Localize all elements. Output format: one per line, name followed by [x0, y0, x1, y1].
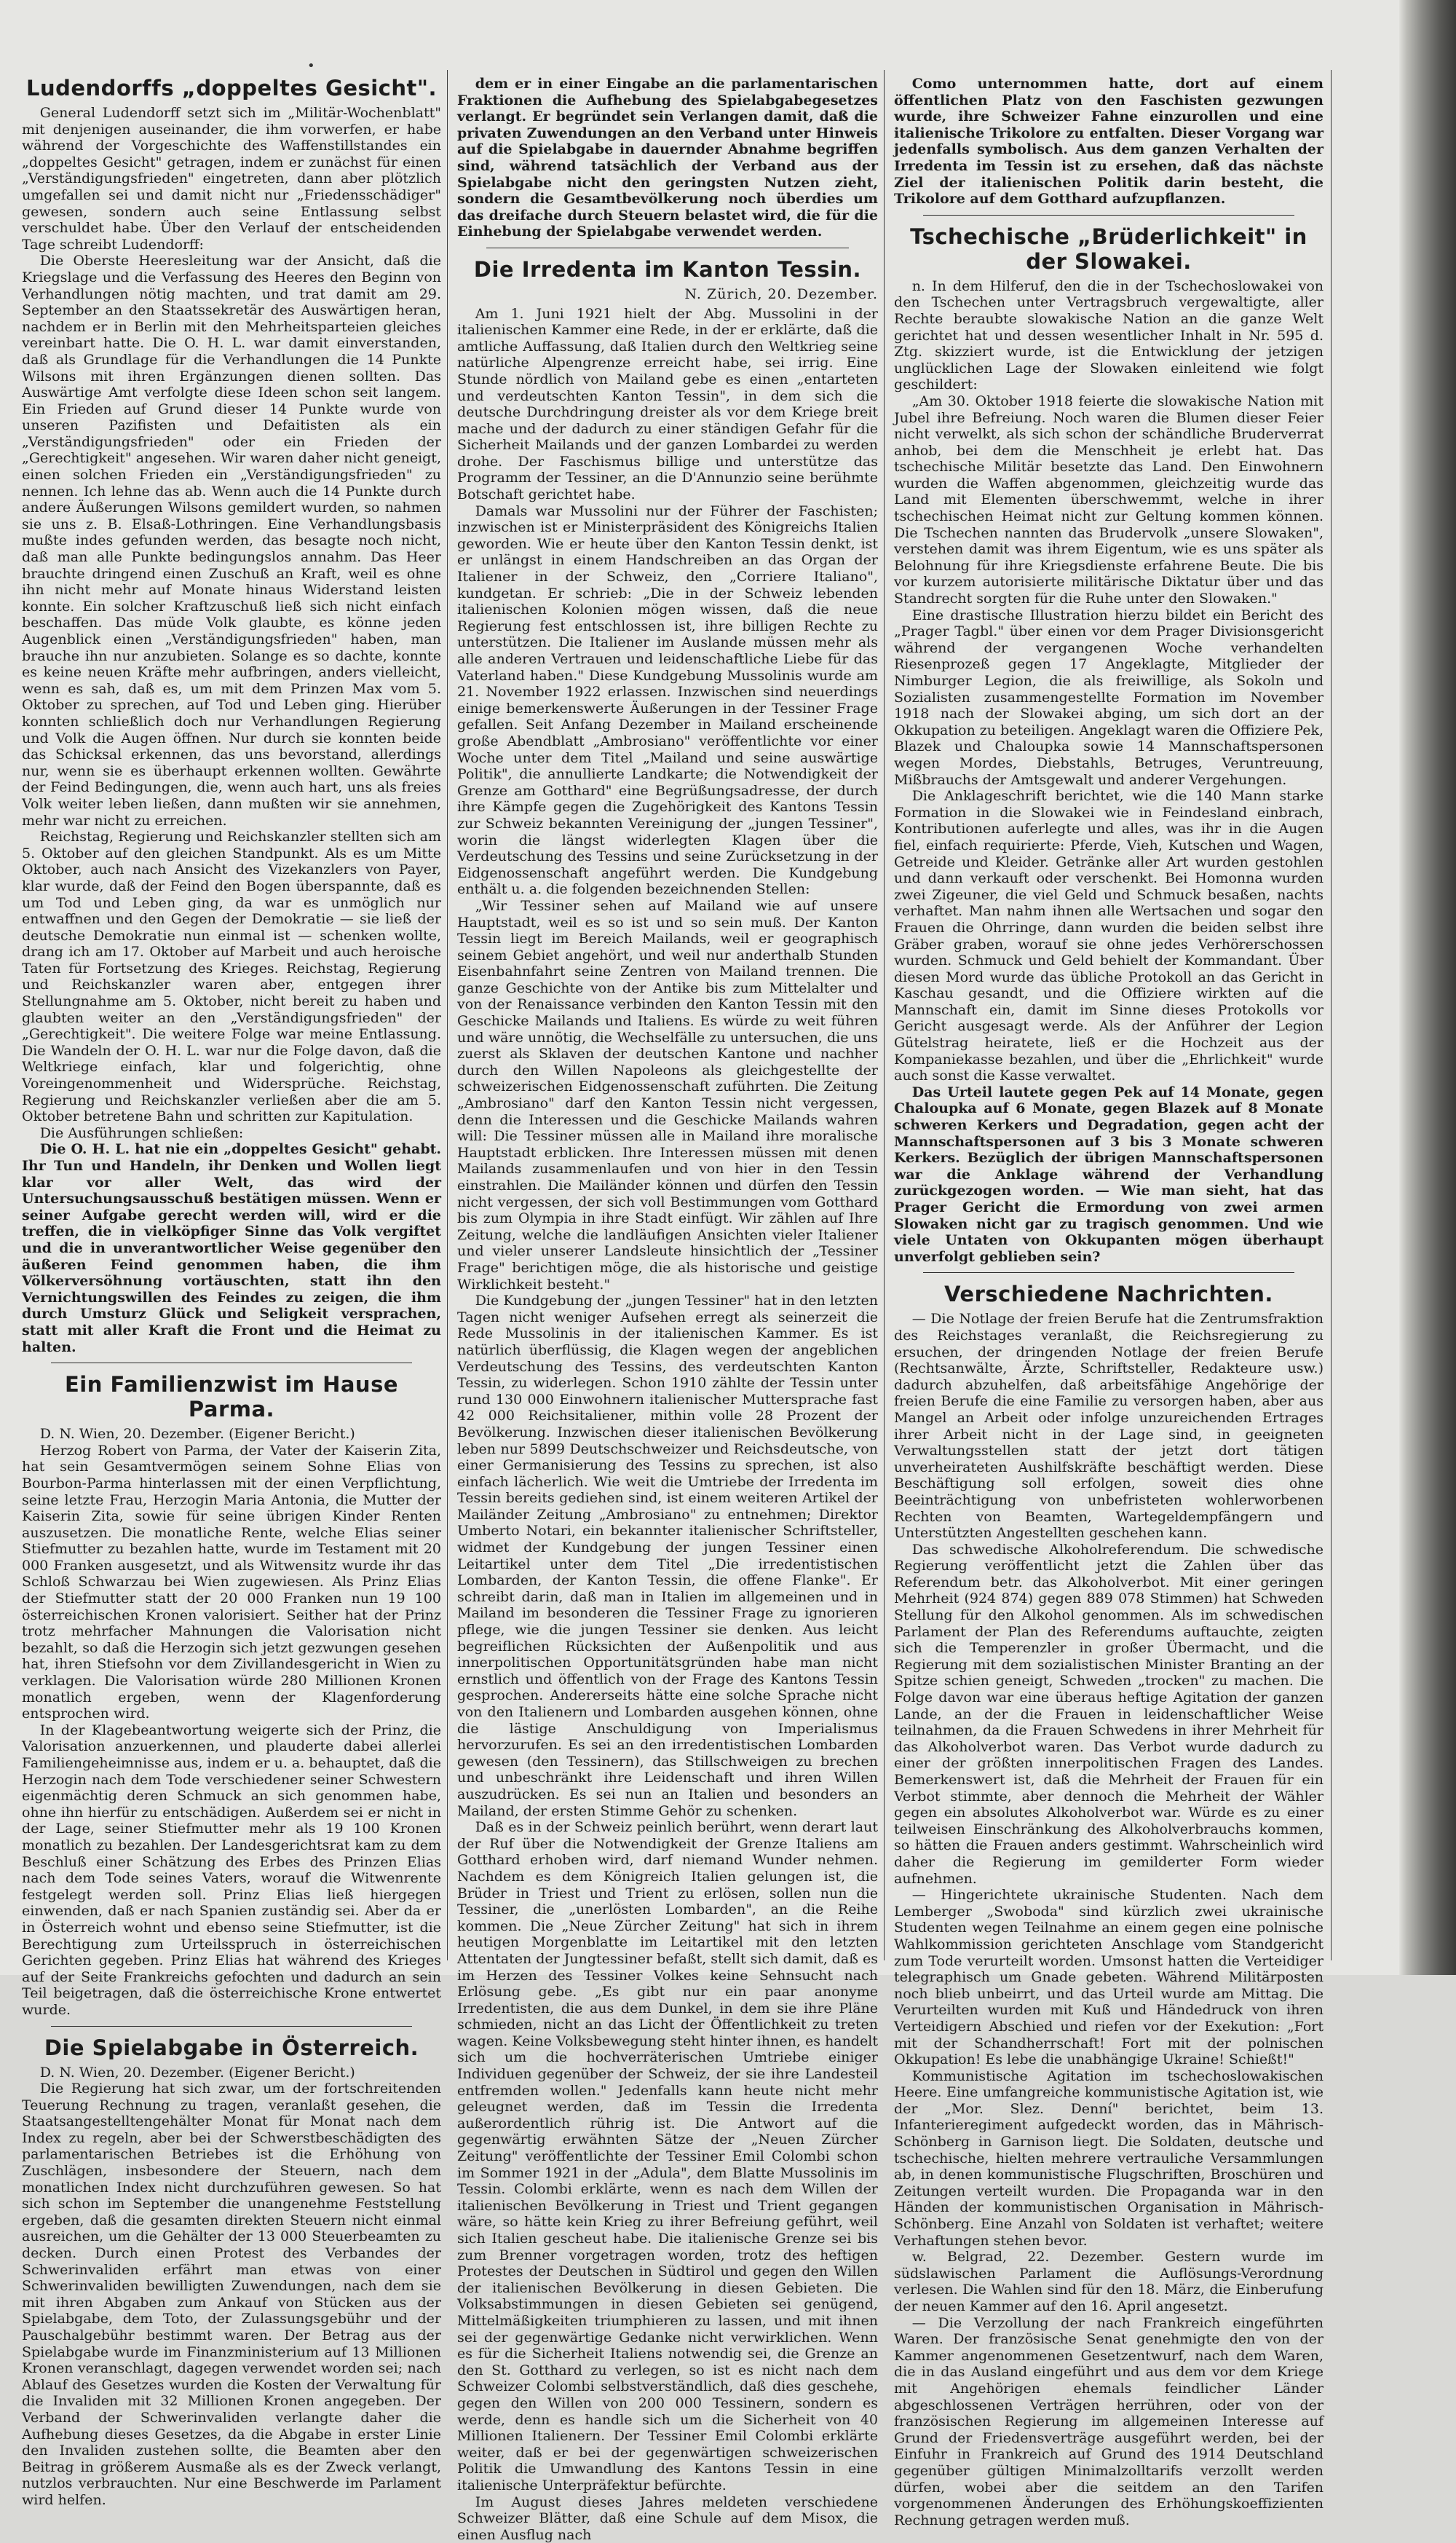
paragraph: Damals war Mussolini nur der Führer der Faschisten; inzwischen ist er Ministerpräsident des Königreichs Italien geworden. Wie er heute über den Kanton Tessin denkt, ist er unlängst in einem Handschreiben an das Organ der Italiener in der Schweiz, den „Corriere Italiano", kundgetan. Er schrieb: „Die in der Schweiz lebenden italienischen Kolonien mögen wissen, daß die neue Regierung fest entschlossen ist, ihre billigen Rechte zu unterstützen. Die Italiener im Auslande müssen mehr als alle anderen Vertrauen und leidenschaftliche Liebe für das Vaterland haben." Diese Kundgebung Mussolinis wurde am 21. November 1922 erlassen. Inzwischen sind neuerdings einige bemerkenswerte Äußerungen in der Tessiner Frage gefallen. Seit Anfang Dezember in Mailand erscheinende große Abendblatt „Ambrosiano" veröffentlichte vor einer Woche unter dem Titel „Mailand und seine auswärtige Politik", die annullierte Landkarte; die Notwendigkeit der Grenze am Gotthard" eine Begrüßungsadresse, der durch ihre Kämpfe gegen die Zugehörigkeit des Kantons Tessin zur Schweiz bekannten Vereinigung der „jungen Tessiner", worin die längst widerlegten Klagen über die Verdeutschung des Tessins und seine Zurücksetzung in der Eidgenossenschaft angeführt werden. Die Kundgebung enthält u. a. die folgenden bezeichnenden Stellen:: [457, 503, 878, 898]
paragraph: Die Oberste Heeresleitung war der Ansicht, daß die Kriegslage und die Verfassung des Heeres den Beginn von Verhandlungen nötig machten, und trat damit am 29. September an den Staatssekretär des Auswärtigen heran, nachdem er in Berlin mit den Mehrheitsparteien gleiches vereinbart hatte. Die O. H. L. war damit einverstanden, daß als Grundlage für die Verhandlungen die 14 Punkte Wilsons mit ihren Ergänzungen dienen sollten. Das Auswärtige Amt verfolgte diese Ideen schon seit langem. Ein Frieden auf Grund dieser 14 Punkte wurde von unseren Pazifisten und Defaitisten als ein „Verständigungsfrieden" oder ein Frieden der „Gerechtigkeit" angesehen. Wir waren daher nicht geneigt, einen solchen Frieden ein „Verständigungsfrieden" zu nennen. Ich lehne das ab. Wenn auch die 14 Punkte durch andere Äußerungen Wilsons gemildert wurden, so nahmen sie uns z. B. Elsaß-Lothringen. Eine Verhandlungsbasis mußte indes gefunden werden, das besagte noch nicht, daß man alle Punkte bedingungslos annahm. Das Heer brauchte dringend einen Zuschuß an Kraft, weil es ohne ihn nicht mehr auf Monate hinaus Widerstand leisten konnte. Ein solcher Kraftzuschuß ließ sich nicht einfach beschaffen. Das müde Volk glaubte, es könne jeden Augenblick einen „Verständigungsfrieden" haben, man brauche ihn nur anzubieten. Solange es so dachte, konnte es keine neuen Kräfte mehr aufbringen, anders vielleicht, wenn es sah, daß es, um mit dem Prinzen Max vom 5. Oktober zu sprechen, auf Tod und Leben ging. Hierüber konnten schließlich doch nur Verhandlungen Regierung und Volk die Augen öffnen. Nur durch sie konnten beide das Schicksal erkennen, das uns bevorstand, allerdings nur, wenn sie es überhaupt erkennen wollten. Gewährte der Feind Bedingungen, die, wenn auch hart, uns als freies Volk weiter leben ließen, dann mußten wir sie annehmen, mehr war nicht zu erreichen.: [22, 253, 441, 829]
paragraph: In der Klagebeantwortung weigerte sich der Prinz, die Valorisation anzuerkennen, und plauderte dabei allerlei Familiengeheimnisse aus, indem er u. a. behauptet, daß die Herzogin nach dem Tode verschiedener seiner Schwestern eigenmächtig deren Schmuck an sich genommen habe, ohne ihn hierfür zu entschädigen. Außerdem sei er nicht in der Lage, seiner Stiefmutter mehr als 19 100 Kronen monatlich zu bezahlen. Der Landesgerichtsrat kam zu dem Beschluß einer Schätzung des Erbes des Prinzen Elias nach dem Tode seines Vaters, worauf die Witwenrente festgelegt werden soll. Prinz Elias ließ hiergegen einwenden, daß er nach Spanien zuständig sei. Aber da er in Österreich wohnt und ebenso seine Stiefmutter, ist die Berechtigung zum Urteilsspruch in österreichischen Gerichten gegeben. Prinz Elias hat während des Krieges auf der Seite Frankreichs gefochten und dadurch an sein Teil beigetragen, daß die österreichische Krone entwertet wurde.: [22, 1722, 441, 2019]
print-mark: •: [307, 58, 315, 74]
column-1: [22, 73, 441, 1960]
headline-divider: [51, 2026, 412, 2027]
paragraph: Die Kundgebung der „jungen Tessiner" hat in den letzten Tagen nicht weniger Aufsehen erregt als seinerzeit die Rede Mussolinis in der italienischen Kammer. Es ist natürlich überflüssig, die Klagen wegen der angeblichen Verdeutschung des Tessins, des verdeutschten Kanton Tessin, zu widerlegen. Schon 1910 zählte der Tessin unter rund 130 000 Einwohnern italienischer Muttersprache fast 42 000 Reichsitaliener, mithin volle 28 Prozent der Bevölkerung. Inzwischen dieser italienischen Bevölkerung leben nur 5899 Deutschschweizer und Reichsdeutsche, von einer Germanisierung des Tessins zu sprechen, ist also einfach lächerlich. Wie weit die Umtriebe der Irredenta im Tessin bereits gediehen sind, ist einem weiteren Artikel der Mailänder Zeitung „Ambrosiano" zu entnehmen; Direktor Umberto Notari, ein bekannter italienischer Schriftsteller, widmet der Kundgebung der jungen Tessiner einen Leitartikel unter dem Titel „Die irredentistischen Lombarden, der Kanton Tessin, die offene Flanke". Er schreibt darin, daß man in Italien im allgemeinen und in Mailand im besonderen die Tessiner Frage zu ignorieren pflege, wie die jungen Tessiner sie denken. Aus leicht begreiflichen Rücksichten der Außenpolitik und aus innerpolitischen Opportunitätsgründen habe man nicht ernstlich und öffentlich von der Frage des Kantons Tessin gesprochen. Andererseits hätte eine solche Sprache nicht von den Italienern und Lombarden ausgehen können, ohne die lästige Anschuldigung von Imperialismus hervorzurufen. Es sei an den irredentistischen Lombarden gewesen (den Tessinern), das Stillschweigen zu brechen und unbeschränkt ihre Leidenschaft und ihren Willen auszudrücken. Es sei nun an Italien und besonders an Mailand, der ersten Stimme Gehör zu schenken.: [457, 1293, 878, 1819]
column-rule-3: [1331, 70, 1332, 1960]
book-binding-edge: [1399, 0, 1456, 1975]
paragraph: „Am 30. Oktober 1918 feierte die slowakische Nation mit Jubel ihre Befreiung. Noch waren die Blumen dieser Feier nicht verwelkt, als sich schon der schändliche Bruderverrat anhob, bei dem die Menschheit je erlebt hat. Das tschechische Militär besetzte das Land. Den Einwohnern wurden die Waffen abgenommen, gleichzeitig wurde das Land mit Elementen überschwemmt, welche in ihrer tschechischen Heimat nicht zur Geltung kommen können. Die Tschechen nannten das Brudervolk „unsere Slowaken", verstehen damit was ihrem Eigentum, wie es uns später als Belohnung für ihre Kriegsdienste erfahrene Beute. Die bis vor kurzem autorisierte militärische Diktatur über und das Standrecht sorgten für die Ruhe unter den Slowaken.": [894, 393, 1324, 607]
headline-divider: [923, 1272, 1294, 1273]
paragraph: Im August dieses Jahres meldeten verschiedene Schweizer Blätter, daß eine Schule auf dem Misox, die einen Ausflug nach: [457, 2494, 878, 2543]
column-2: [457, 76, 878, 1960]
paragraph: Eine drastische Illustration hierzu bildet ein Bericht des „Prager Tagbl." über einen vor dem Prager Divisionsgericht während der vergangenen Woche verhandelten Riesenprozeß gegen 17 Angeklagte, Mitglieder der Nimburger Legion, die als freiwillige, als Sokoln und Sozialisten zusammengestellte Formation im November 1918 nach der Slowakei abging, um sich dort an der Okkupation zu beteiligen. Angeklagt waren die Offiziere Pek, Blazek und Chaloupka sowie 14 Mannschaftspersonen wegen Mordes, Diebstahls, Betruges, Veruntreuung, Mißbrauchs der Amtsgewalt und anderer Vergehungen.: [894, 607, 1324, 789]
paragraph: Como unternommen hatte, dort auf einem öffentlichen Platz von den Faschisten gezwungen wurde, ihre Schweizer Fahne einzurollen und eine italienische Trikolore zu entfalten. Dieser Vorgang war jedenfalls symbolisch. Aus dem ganzen Verhalten der Irredenta im Tessin ist zu ersehen, daß das nächste Ziel der italienischen Politik darin besteht, die Trikolore auf dem Gotthard aufzupflanzen.: [894, 76, 1324, 208]
article-headline: Die Irredenta im Kanton Tessin.: [457, 257, 878, 282]
article-headline: Ein Familienzwist im Hause Parma.: [22, 1372, 441, 1422]
paragraph: Herzog Robert von Parma, der Vater der Kaiserin Zita, hat sein Gesamtvermögen seinem Sohne Elias von Bourbon-Parma hinterlassen mit der einen Verpflichtung, seine letzte Frau, Herzogin Maria Antonia, die Mutter der Kaiserin Zita, sowie für seine übrigen Kinder Renten auszusetzen. Die monatliche Rente, welche Elias seiner Stiefmutter zu bezahlen hatte, wurde im Testament mit 20 000 Franken ausgesetzt, und als Witwensitz wurde ihr das Schloß Schwarzau bei Wien zugewiesen. Als Prinz Elias der Stiefmutter statt der 20 000 Franken nun 19 100 österreichischen Kronen valorisiert. Seither hat der Prinz trotz mehrfacher Mahnungen die Valorisation nicht bezahlt, so daß die Herzogin sich jetzt gezwungen gesehen hat, ihren Stiefsohn vor dem Zivillandesgericht in Wien zu verklagen. Die Valorisation würde 280 Millionen Kronen monatlich ergeben, wenn der Klagenforderung entsprochen wird.: [22, 1443, 441, 1722]
paragraph: „Wir Tessiner sehen auf Mailand wie auf unsere Hauptstadt, weil es so ist und so sein muß. Der Kanton Tessin liegt im Bereich Mailands, weil er geographisch seinem Gebiet angehört, und weil nur anderthalb Stunden Eisenbahnfahrt seine Zentren von Mailand trennen. Die ganze Geschichte von der Antike bis zum Mittelalter und von der Renaissance verbinden den Kanton Tessin mit den Geschicke Mailands und Italiens. Es würde zu weit führen und wäre unnötig, die Wechselfälle zu untersuchen, die uns zuerst als Sklaven der deutschen Kantone und nachher durch den Willen Napoleons als gleichgestellte der schweizerischen Eidgenossenschaft zuführten. Die Zeitung „Ambrosiano" darf den Kanton Tessin nicht vergessen, denn die Interessen und die Geschicke Mailands wahren will: Die Tessiner müssen alle in Mailand ihre moralische Hauptstadt erblicken. Ihre Interessen müssen mit denen Mailands zusammenlaufen und von hier in den Tessin einstrahlen. Die Mailänder können und dürfen den Tessin nicht vergessen, der sich voll Bestimmungen vom Gotthard bis zum Olympia in ihre Stadt einfügt. Wir zählen auf Ihre Zeitung, welche die landläufigen Ansichten vieler Italiener und vieler unserer Landsleute hinsichtlich der „Tessiner Frage" berichtigen möge, die als historische und geistige Wirklichkeit besteht.": [457, 898, 878, 1293]
article-headline: Ludendorffs „doppeltes Gesicht".: [22, 76, 441, 100]
dateline: N. Zürich, 20. Dezember.: [457, 286, 878, 303]
article-headline: Tschechische „Brüderlichkeit" in der Slowakei.: [894, 224, 1324, 274]
paragraph: — Die Verzollung der nach Frankreich eingeführten Waren. Der französische Senat genehmigte den von der Kammer angenommenen Gesetzentwurf, nach dem Waren, die in das Ausland eingeführt und aus dem vor dem Kriege mit Angehörigen ehemals feindlicher Länder abgeschlossenen Verträgen herrühren, oder von der französischen Regierung im allgemeinen Interesse auf Grund der Friedensverträge ausgeführt werden, bei der Einfuhr in Frankreich auf Grund des 1914 Deutschland gegenüber gültigen Minimalzolltarifs verzollt werden dürfen, wobei aber die seitdem an den Tarifen vorgenommenen Änderungen des Erhöhungskoeffizienten Rechnung getragen werden muß.: [894, 2315, 1324, 2529]
paragraph: n. In dem Hilferuf, den die in der Tschechoslowakei von den Tschechen unter Vertragsbruch vergewaltigte, aller Rechte beraubte slowakische Nation an die ganze Welt gerichtet hat und dessen wesentlicher Inhalt in Nr. 595 d. Ztg. skizziert wurde, ist die Entwicklung der jetzigen unglücklichen Lage der Slowaken einleitend wie folgt geschildert:: [894, 278, 1324, 393]
paragraph: — Hingerichtete ukrainische Studenten. Nach dem Lemberger „Swoboda" sind kürzlich zwei ukrainische Studenten wegen Teilnahme an einem gegen eine polnische Wahlkommission gerichteten Anschlage vom Standgericht zum Tode verurteilt worden. Umsonst hatten die Verteidiger telegraphisch um Gnade gebeten. Während Militärposten noch blieb unbeirrt, und das Urteil wurde am Mittag. Die Verurteilten wurden mit Kuß und Händedruck von ihren Verteidigern Abschied und riefen vor der Exekution: „Fort mit der Schandherrschaft! Fort mit der polnischen Okkupation! Es lebe die unabhängige Ukraine! Schießt!": [894, 1887, 1324, 2068]
article-headline: Die Spielabgabe in Österreich.: [22, 2035, 441, 2060]
paragraph: Am 1. Juni 1921 hielt der Abg. Mussolini in der italienischen Kammer eine Rede, in der er erklärte, daß die amtliche Auffassung, daß Italien durch den Weltkrieg seine natürliche Alpengrenze erreicht habe, sei irrig. Eine Stunde nördlich von Mailand gebe es einen „entarteten und verdeutschten Kanton Tessin", in dem sich die deutsche Durchdringung dreister als vor dem Kriege breit mache und der dadurch zu einer ständigen Gefahr für die Sicherheit Mailands und der ganzen Lombardei zu werden drohe. Der Faschismus billige und unterstütze das Programm der Tessiner, an die D'Annunzio seine berühmte Botschaft gerichtet habe.: [457, 306, 878, 503]
paragraph: Das schwedische Alkoholreferendum. Die schwedische Regierung veröffentlicht jetzt die Zahlen über das Referendum betr. das Alkoholverbot. Mit einer geringen Mehrheit (924 874) gegen 889 078 Stimmen) hat Schweden Stellung für den Alkohol genommen. Als im schwedischen Parlament der Plan des Referendums auftauchte, zeigten sich die Temperenzler in großer Übermacht, und die Regierung mit dem sozialistischen Minister Branting an der Spitze schien geneigt, Schweden „trocken" zu machen. Die Folge davon war eine überaus heftige Agitation der ganzen Lande, an der die Frauen in leidenschaftlicher Weise teilnahmen, da die Frauen Schwedens in ihrer Mehrheit für das Alkoholverbot waren. Das Verbot wurde dadurch zu einer der größten innerpolitischen Fragen des Landes. Bemerkenswert ist, daß die Mehrheit der Frauen für ein Verbot stimmte, aber dennoch die Mehrheit der Wähler gegen ein absolutes Alkoholverbot war. Würde es zu einer teilweisen Einschränkung des Alkoholverbrauchs kommen, so hätten die Frauen anders gestimmt. Wahrscheinlich wird daher die Regierung im gemilderter Form wieder aufnehmen.: [894, 1542, 1324, 1887]
paragraph: dem er in einer Eingabe an die parlamentarischen Fraktionen die Aufhebung des Spielabgabegesetzes verlangt. Er begründet sein Verlangen damit, daß die privaten Zuwendungen an den Verband unter Hinweis auf die Spielabgabe in dauernder Abnahme begriffen sind, während tatsächlich der Verband aus der Spielabgabe nicht den geringsten Nutzen zieht, sondern die Gesamtbevölkerung noch überdies um das dreifache durch Steuern belastet wird, die für die Einhebung der Spielabgabe verwendet werden.: [457, 76, 878, 240]
paragraph: Die Anklageschrift berichtet, wie die 140 Mann starke Formation in die Slowakei wie in Feindesland einbrach, Kontributionen auferlegte und alles, was ihr in die Augen fiel, einfach requirierte: Pferde, Vieh, Kutschen und Wagen, Getreide und Kleider. Getränke aller Art wurden gestohlen und dann verkauft oder verschenkt. Bei Homonna wurden zwei Zigeuner, die viel Geld und Schmuck besaßen, nachts verhaftet. Man nahm ihnen alle Wertsachen und sogar den Frauen die Ohrringe, dann wurden die beiden selbst ihre Gräber graben, worauf sie ohne jedes Verhörerschossen wurden. Schmuck und Geld behielt der Kommandant. Über diesen Mord wurde das übliche Protokoll an das Gericht in Kaschau gesandt, und die Offiziere wirkten auf die Mannschaft ein, damit im Sinne dieses Protokolls vor Gericht ausgesagt werde. Als der Anführer der Legion Gütelstrag heiratete, ließ er die Hochzeit aus der Kompaniekasse bezahlen, und über die „Ehrlichkeit" wurde auch sonst die Kasse verwaltet.: [894, 788, 1324, 1084]
paragraph: Die Regierung hat sich zwar, um der fortschreitenden Teuerung Rechnung zu tragen, veranlaßt gesehen, die Staatsangestelltengehälter Monat für Monat nach dem Index zu regeln, aber bei der Schwerstbeschädigten des parlamentarischen Betriebes ist die Erhöhung von Zuschlägen, insbesondere der Steuern, nach dem monatlichen Index nicht durchzuführen gewesen. So hat sich schon im September die unangenehme Feststellung ergeben, daß die gesamten direkten Steuern nicht einmal ausreichen, um die Gehälter der 13 000 Steuerbeamten zu decken. Durch einen Protest des Verbandes der Schwerinvaliden erfährt man etwas von einer Schwerinvaliden bewilligten Zuwendungen, nach dem sie mit ihren Abgaben zum Ankauf von Stücken aus der Spielabgabe, dem Toto, der Zulassungsgebühr und der Pauschalgebühr bestimmt waren. Der Betrag aus der Spielabgabe wurde im Finanzministerium auf 13 Millionen Kronen veranschlagt, dagegen verwendet worden sei; nach Ablauf des Gesetzes wurden die Kosten der Verwaltung für die Invaliden mit 32 Millionen Kronen angegeben. Der Verband der Schwerinvaliden verlangte daher die Aufhebung dieses Gesetzes, da die Abgabe in erster Linie den Invaliden zustehen sollte, die Beamten aber den Beitrag in größerem Ausmaße als es der Zweck verlangt, nutzlos verbrauchten. Nur eine Beschwerde im Parlament wird helfen.: [22, 2081, 441, 2508]
dateline: D. N. Wien, 20. Dezember. (Eigener Bericht.): [22, 2065, 441, 2081]
article-headline: Verschiedene Nachrichten.: [894, 1282, 1324, 1306]
dateline: D. N. Wien, 20. Dezember. (Eigener Bericht.): [22, 1426, 441, 1443]
paragraph: — Die Notlage der freien Berufe hat die Zentrumsfraktion des Reichstages veranlaßt, die Reichsregierung zu ersuchen, der dringenden Notlage der freien Berufe (Rechtsanwälte, Ärzte, Schriftsteller, Redakteure usw.) dadurch abzuhelfen, daß arbeitsfähige Angehörige der freien Berufe die eine Familie zu versorgen haben, aber aus Mangel an Arbeit oder infolge unzureichenden Ertrages ihrer Arbeit nicht in der Lage sind, in geeigneten Verwaltungsstellen statt der jetzt dort tätigen unverheirateten Aushilfskräfte beschäftigt werden. Diese Beschäftigung soll erfolgen, soweit dies ohne Beeinträchtigung von unbefristeten wohlerworbenen Rechten von Beamten, Wartegeldempfängern und Unterstützten Angestellten geschehen kann.: [894, 1311, 1324, 1541]
paragraph: Die Ausführungen schließen:: [22, 1125, 441, 1142]
paragraph: Die O. H. L. hat nie ein „doppeltes Gesicht" gehabt. Ihr Tun und Handeln, ihr Denken und Wollen liegt klar vor aller Welt, das wird der Untersuchungsausschuß bestätigen müssen. Wenn er seiner Aufgabe gerecht werden will, wird er die treffen, die in vielköpfiger Sinne das Volk vergiftet und die in unverantwortlicher Weise gegenüber den äußeren Feind genommen haben, die ihm Völkerversöhnung vortäuschten, statt ihn den Vernichtungswillen des Feindes zu zeigen, die ihm durch Umsturz Glück und Seligkeit versprachen, statt mit aller Kraft die Front und die Heimat zu halten.: [22, 1141, 441, 1355]
column-rule-2: [884, 70, 885, 1960]
column-rule-1: [447, 70, 448, 1960]
paragraph: Daß es in der Schweiz peinlich berührt, wenn derart laut der Ruf über die Notwendigkeit der Grenze Italiens am Gotthard erhoben wird, darf niemand Wunder nehmen. Nachdem es dem Königreich Italien gelungen ist, die Brüder in Triest und Trient zu erlösen, sollen nun die Tessiner, die „unerlösten Lombarden", an die Reihe kommen. Die „Neue Zürcher Zeitung" hat sich in ihrem heutigen Morgenblatte im Leitartikel mit den letzten Attentaten der Jungtessiner befaßt, stellt sich damit, daß es im Herzen des Tessiner Volkes keine Sehnsucht nach Erlösung gebe. „Es gibt nur ein paar anonyme Irredentisten, die aus dem Dunkel, in dem sie ihre Pläne schmieden, nicht an das Licht der Öffentlichkeit zu treten wagen. Keine Volksbewegung steht hinter ihnen, es handelt sich um die hochverräterischen Umtriebe einiger Individuen gegenüber der Schweiz, der sie ihre Landesteil entfremden wollen." Jedenfalls kann heute nicht mehr geleugnet werden, daß im Tessin die Irredenta außerordentlich rührig ist. Die Antwort auf die gegenwärtig erwähnten Sätze der „Neuen Zürcher Zeitung" veröffentlichte der Tessiner Emil Colombi schon im Sommer 1921 in der „Adula", dem Blatte Mussolinis im Tessin. Colombi erklärte, wenn es nach dem Willen der italienischen Bevölkerung in Triest und Trient gegangen wäre, so hätte kein Krieg zu ihrer Befreiung geführt, weil sich Italien gescheut habe. Die italienische Grenze sei bis zum Brenner vorgetragen worden, trotz des heftigen Protestes der Deutschen in Südtirol und gegen den Willen der italienischen Bevölkerung in diesen Gebieten. Die Volksabstimmungen in diesen Gebieten sei genügend, Mittelmäßigkeiten triumphieren zu lassen, und mit ihnen sei der gegenwärtige Gedanke nicht verwirklichen. Wenn es für die Sicherheit Italiens notwendig sei, die Grenze an den St. Gotthard zu verlegen, so ist es nicht nach dem Schweizer Colombi selbstverständlich, daß dies geschehe, gegen den Willen von 200 000 Tessinern, sondern es werde, denn es handle sich um die Sicherheit von 40 Millionen Italienern. Der Tessiner Emil Colombi erklärte weiter, daß er bei der gegenwärtigen schweizerischen Politik die Umwandlung des Kantons Tessin in eine italienische Unterpräfektur befürchte.: [457, 1819, 878, 2493]
paragraph: Reichstag, Regierung und Reichskanzler stellten sich am 5. Oktober auf den gleichen Standpunkt. Als es um Mitte Oktober, auch nach Ansicht des Vizekanzlers von Payer, klar wurde, daß der Feind den Bogen überspannte, daß es um Tod und Leben ging, da war es unmöglich nur entwaffnen und den Gegen der Demokratie — sie ließ der deutsche Demokratie nun einmal ist — schenken wollte, drang ich am 17. Oktober auf Marbeit und auch heroische Taten für Fortsetzung des Krieges. Reichstag, Regierung und Reichskanzler waren aber, entgegen ihrer Stellungnahme am 5. Oktober, nicht bereit zu haben und glaubten weiter an den „Verständigungsfrieden" der „Gerechtigkeit". Die weitere Folge war meine Entlassung. Die Wandeln der O. H. L. war nur die Folge davon, daß die Weltkriege einfach, klar und folgerichtig, ohne Voreingenommenheit und Widersprüche. Reichstag, Regierung und Reichskanzler verließen aber die am 5. Oktober betretene Bahn und schritten zur Kapitulation.: [22, 829, 441, 1125]
headline-divider: [923, 215, 1294, 216]
paragraph: Das Urteil lautete gegen Pek auf 14 Monate, gegen Chaloupka auf 6 Monate, gegen Blazek auf 8 Monate schweren Kerkers und Degradation, gegen acht der Mannschaftspersonen auf 3 bis 3 Monate schweren Kerkers. Bezüglich der übrigen Mannschaftspersonen war die Anklage während der Verhandlung zurückgezogen worden. — Wie man sieht, hat das Prager Gericht die Ermordung von zwei armen Slowaken nicht gar zu tragisch genommen. Und wie viele Untaten von Okkupanten mögen überhaupt unverfolgt geblieben sein?: [894, 1084, 1324, 1266]
paragraph: General Ludendorff setzt sich im „Militär-Wochenblatt" mit denjenigen auseinander, die ihm vorwerfen, er habe während der Vorgeschichte des Waffenstillstandes ein „doppeltes Gesicht" getragen, indem er zunächst für einen „Verständigungsfrieden" eingetreten, dann aber plötzlich umgefallen sei und damit nicht nur „Friedensschädiger" gewesen, sondern auch seine Entlassung selbst verschuldet habe. Über den Verlauf der entscheidenden Tage schreibt Ludendorff:: [22, 105, 441, 253]
paragraph: w. Belgrad, 22. Dezember. Gestern wurde im südslawischen Parlament die Auflösungs-Verordnung verlesen. Die Wahlen sind für den 18. März, die Einberufung der neuen Kammer auf den 16. April angesetzt.: [894, 2249, 1324, 2314]
paragraph: Kommunistische Agitation im tschechoslowakischen Heere. Eine umfangreiche kommunistische Agitation ist, wie der „Mor. Slez. Denní" berichtet, beim 13. Infanterieregiment aufgedeckt worden, das in Mährisch-Schönberg in Garnison liegt. Die Soldaten, deutsche und tschechische, hielten mehrere vertrauliche Versammlungen ab, in denen kommunistische Flugschriften, Broschüren und Zeitungen verteilt wurden. Die Propaganda war in den Händen der kommunistischen Organisation in Mährisch-Schönberg. Eine Anzahl von Soldaten ist verhaftet; weitere Verhaftungen stehen bevor.: [894, 2068, 1324, 2250]
column-3: [894, 76, 1324, 1960]
